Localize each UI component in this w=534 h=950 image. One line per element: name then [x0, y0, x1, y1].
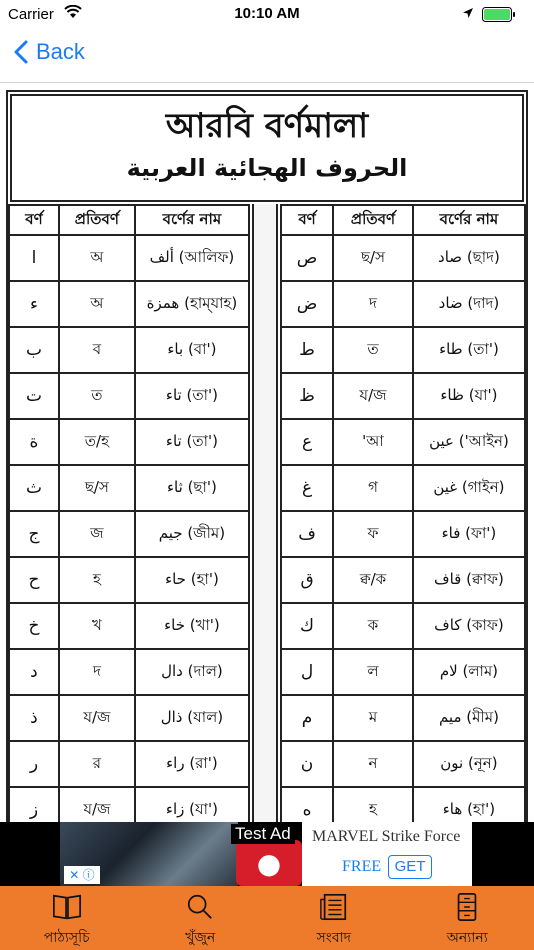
transliteration-cell: অ	[59, 235, 135, 281]
ad-close-icon[interactable]: ✕ ⓘ	[64, 866, 100, 884]
transliteration-cell: ছ/স	[59, 465, 135, 511]
letter-cell: ظ	[281, 373, 333, 419]
transliteration-cell: ক	[333, 603, 413, 649]
tab-bar	[0, 886, 534, 950]
letter-cell: ط	[281, 327, 333, 373]
letter-name-cell: عين ('আইন)	[413, 419, 525, 465]
table-row	[9, 603, 249, 649]
table-row	[281, 235, 525, 281]
table-row	[281, 465, 525, 511]
table-row	[9, 695, 249, 741]
title-box	[10, 94, 524, 202]
title-bengali: আরবি বর্ণমালা	[165, 106, 369, 146]
ad-get-button[interactable]: GET	[388, 855, 432, 879]
header-letter: বর্ণ	[9, 205, 59, 235]
letter-cell: ح	[9, 557, 59, 603]
location-icon	[462, 7, 474, 19]
letter-name-cell: راء (রা')	[135, 741, 249, 787]
tab-search[interactable]	[134, 886, 268, 950]
carrier-label: Carrier	[8, 6, 54, 23]
game-logo-icon[interactable]: ●	[236, 840, 302, 886]
letter-name-cell: جيم (জীম)	[135, 511, 249, 557]
transliteration-cell: ল	[333, 649, 413, 695]
table-row	[281, 741, 525, 787]
clock: 10:10 AM	[234, 5, 300, 22]
header-letter-name: বর্ণের নাম	[135, 205, 249, 235]
table-row	[281, 511, 525, 557]
table-row	[9, 741, 249, 787]
news-icon	[317, 892, 351, 922]
transliteration-cell: ম	[333, 695, 413, 741]
transliteration-cell: ব	[59, 327, 135, 373]
table-row	[281, 327, 525, 373]
chevron-left-icon	[14, 40, 28, 64]
letter-cell: د	[9, 649, 59, 695]
tab-syllabus[interactable]	[0, 886, 134, 950]
transliteration-cell: য/জ	[59, 787, 135, 824]
tab-label: সংবাদ	[316, 930, 351, 946]
header-row	[9, 205, 249, 235]
transliteration-cell: হ	[59, 557, 135, 603]
letter-name-cell: فاء (ফা')	[413, 511, 525, 557]
transliteration-cell: ত	[59, 373, 135, 419]
letter-name-cell: تاء (তা')	[135, 373, 249, 419]
back-label: Back	[36, 39, 85, 64]
transliteration-cell: ছ/স	[333, 235, 413, 281]
table-row	[9, 465, 249, 511]
letter-cell: ا	[9, 235, 59, 281]
transliteration-cell: হ	[333, 787, 413, 824]
letter-name-cell: همزة (হাম্‌যাহ)	[135, 281, 249, 327]
letter-cell: ذ	[9, 695, 59, 741]
transliteration-cell: জ	[59, 511, 135, 557]
table-row	[281, 603, 525, 649]
letter-cell: ء	[9, 281, 59, 327]
transliteration-cell: য/জ	[333, 373, 413, 419]
table-row	[9, 557, 249, 603]
letter-cell: ك	[281, 603, 333, 649]
battery-icon	[482, 7, 516, 22]
transliteration-cell: ফ	[333, 511, 413, 557]
transliteration-cell: ত	[333, 327, 413, 373]
transliteration-cell: দ	[333, 281, 413, 327]
table-row	[9, 281, 249, 327]
table-row	[281, 787, 525, 824]
letter-name-cell: ألف (আলিফ)	[135, 235, 249, 281]
tab-label: অন্যান্য	[446, 930, 488, 946]
table-row	[9, 327, 249, 373]
letter-name-cell: طاء (তা')	[413, 327, 525, 373]
table-row	[9, 373, 249, 419]
tab-news[interactable]	[267, 886, 401, 950]
table-row	[281, 557, 525, 603]
letter-cell: ض	[281, 281, 333, 327]
letter-name-cell: ثاء (ছা')	[135, 465, 249, 511]
right-letter-table	[280, 204, 526, 824]
book-icon	[50, 892, 84, 922]
letter-cell: ل	[281, 649, 333, 695]
letter-cell: ق	[281, 557, 333, 603]
header-letter-name: বর্ণের নাম	[413, 205, 525, 235]
letter-name-cell: هاء (হা')	[413, 787, 525, 824]
letter-cell: ر	[9, 741, 59, 787]
letter-cell: ص	[281, 235, 333, 281]
table-row	[281, 649, 525, 695]
letter-cell: ن	[281, 741, 333, 787]
title-arabic: الحروف الهجائية العربية	[126, 154, 408, 182]
ad-title: MARVEL Strike Force	[312, 828, 461, 845]
letter-name-cell: ذال (যাল)	[135, 695, 249, 741]
alphabet-sheet	[6, 90, 528, 824]
header-letter: বর্ণ	[281, 205, 333, 235]
letter-name-cell: غين (গাইন)	[413, 465, 525, 511]
more-icon	[450, 892, 484, 922]
table-row	[9, 649, 249, 695]
letter-cell: ب	[9, 327, 59, 373]
table-row	[281, 373, 525, 419]
transliteration-cell: গ	[333, 465, 413, 511]
transliteration-cell: ত/হ	[59, 419, 135, 465]
letter-name-cell: ضاد (দাদ)	[413, 281, 525, 327]
header-row	[281, 205, 525, 235]
transliteration-cell: খ	[59, 603, 135, 649]
letter-cell: خ	[9, 603, 59, 649]
letter-cell: ت	[9, 373, 59, 419]
letter-name-cell: نون (নূন)	[413, 741, 525, 787]
letter-cell: ف	[281, 511, 333, 557]
transliteration-cell: য/জ	[59, 695, 135, 741]
test-ad-label: Test Ad	[231, 824, 295, 844]
column-divider	[252, 204, 278, 824]
letter-cell: ه	[281, 787, 333, 824]
tab-other[interactable]	[401, 886, 534, 950]
letter-name-cell: خاء (খা')	[135, 603, 249, 649]
letter-cell: ة	[9, 419, 59, 465]
transliteration-cell: 'আ	[333, 419, 413, 465]
transliteration-cell: দ	[59, 649, 135, 695]
ad-price: FREE	[342, 858, 382, 875]
letter-cell: م	[281, 695, 333, 741]
table-row	[9, 511, 249, 557]
table-row	[281, 695, 525, 741]
letter-cell: ز	[9, 787, 59, 824]
letter-name-cell: زاء (যা')	[135, 787, 249, 824]
transliteration-cell: র	[59, 741, 135, 787]
letter-name-cell: صاد (ছাদ)	[413, 235, 525, 281]
letter-cell: ث	[9, 465, 59, 511]
table-row	[9, 787, 249, 824]
table-row	[281, 419, 525, 465]
letter-name-cell: تاء (তা')	[135, 419, 249, 465]
status-bar	[0, 0, 534, 30]
letter-name-cell: ظاء (যা')	[413, 373, 525, 419]
search-icon	[183, 892, 217, 922]
table-row	[9, 235, 249, 281]
letter-cell: ج	[9, 511, 59, 557]
ad-info[interactable]	[302, 822, 472, 886]
table-row	[281, 281, 525, 327]
transliteration-cell: অ	[59, 281, 135, 327]
header-transliteration: প্রতিবর্ণ	[333, 205, 413, 235]
left-letter-table	[8, 204, 250, 824]
tab-label: পাঠ্যসূচি	[43, 930, 90, 946]
letter-name-cell: لام (লাম)	[413, 649, 525, 695]
letter-name-cell: حاء (হা')	[135, 557, 249, 603]
letter-name-cell: باء (বা')	[135, 327, 249, 373]
tab-label: খুঁজুন	[185, 930, 216, 946]
back-button[interactable]	[14, 39, 85, 65]
header-transliteration: প্রতিবর্ণ	[59, 205, 135, 235]
letter-name-cell: قاف (ক্বাফ)	[413, 557, 525, 603]
letter-name-cell: كاف (কাফ)	[413, 603, 525, 649]
letter-cell: غ	[281, 465, 333, 511]
table-row	[9, 419, 249, 465]
navigation-bar	[0, 30, 534, 83]
letter-name-cell: دال (দাল)	[135, 649, 249, 695]
transliteration-cell: ক্ব/ক	[333, 557, 413, 603]
letter-cell: ع	[281, 419, 333, 465]
transliteration-cell: ন	[333, 741, 413, 787]
letter-name-cell: ميم (মীম)	[413, 695, 525, 741]
